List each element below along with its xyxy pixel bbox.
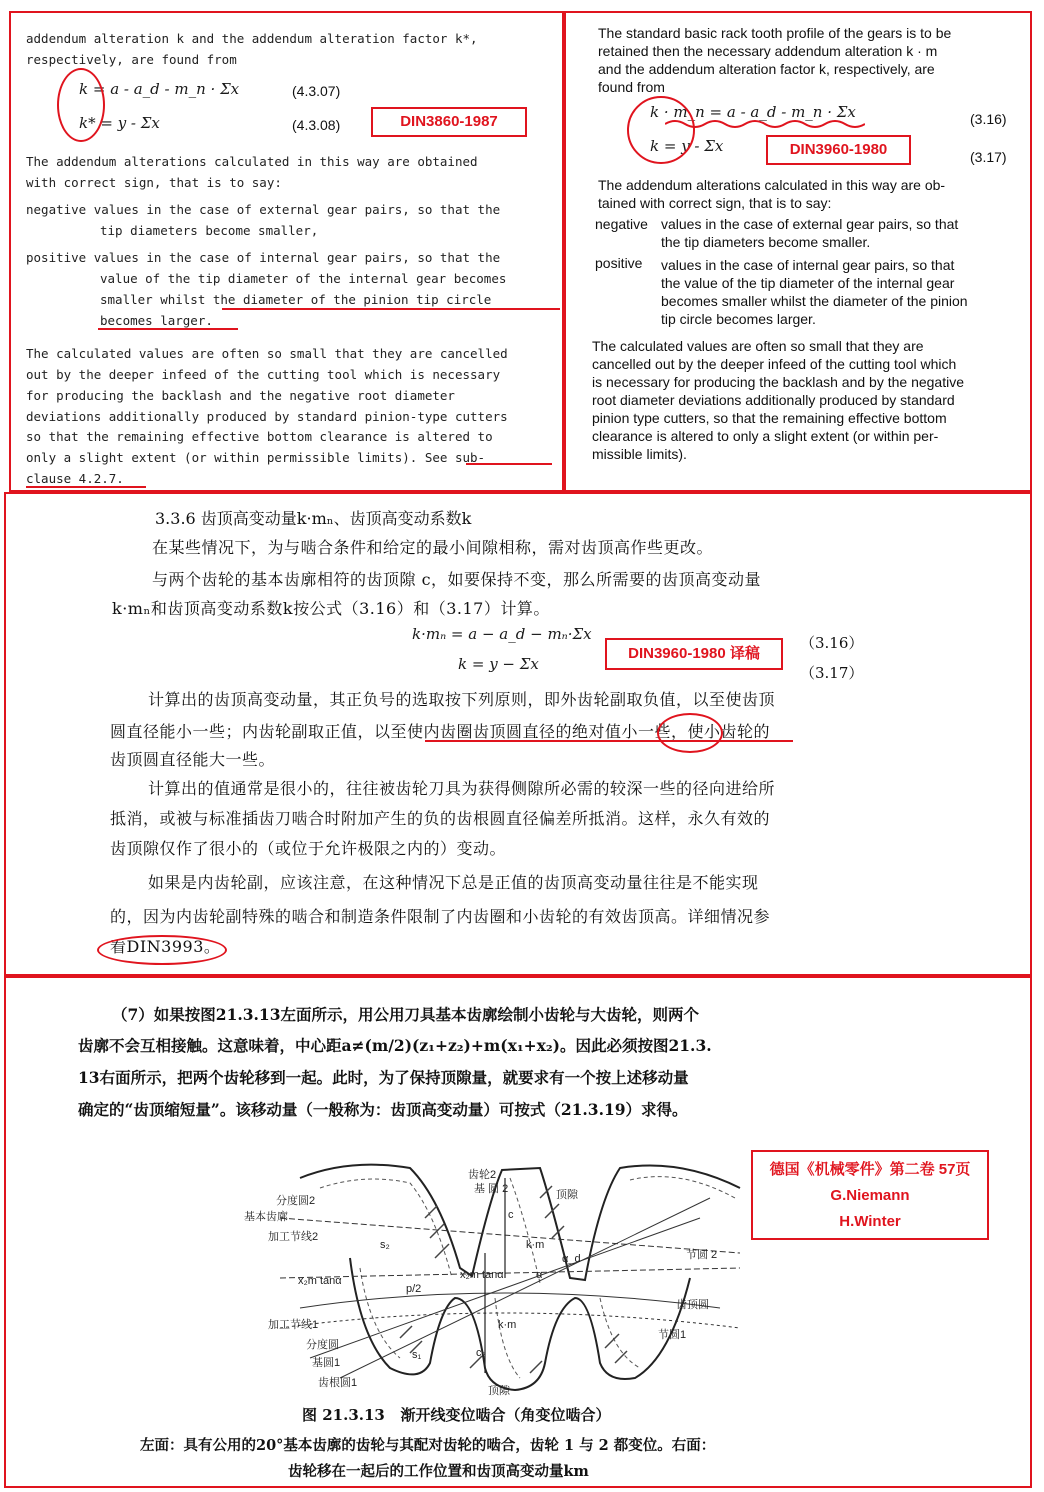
figure-caption: 左面：具有公用的20°基本齿廓的齿轮与其配对齿轮的啮合，齿轮 1 与 2 都变位。右面： <box>140 1437 716 1454</box>
source-tag: DIN3860-1987 <box>371 107 527 137</box>
text-line: deviations additionally produced by standard pinion-type cutters <box>26 409 508 424</box>
text-line: The addendum alterations calculated in this way are obtained <box>26 154 478 169</box>
text-line: 在某些情况下，为与啮合条件和给定的最小间隙相称，需对齿顶高作些更改。 <box>152 538 714 557</box>
text-line: missible limits). <box>592 446 687 462</box>
text-line: 计算出的齿顶高变动量，其正负号的选取按下列原则，即外齿轮副取负值，以至使齿顶 <box>148 690 776 709</box>
highlight-oval <box>657 713 723 753</box>
text-line: 计算出的值通常是很小的，往往被齿轮刀具为获得侧隙所必需的较深一些的径向进给所 <box>148 779 776 798</box>
equation-number: (3.17) <box>970 149 1007 165</box>
text-line: becomes larger. <box>100 313 213 328</box>
figure-label: c₂ <box>476 1347 486 1359</box>
text-line: k·mₙ和齿顶高变动系数k按公式（3.16）和（3.17）计算。 <box>112 599 550 618</box>
equation-number: （3.16） <box>800 634 864 652</box>
equation-number: (4.3.07) <box>292 83 341 99</box>
text-line: clearance is altered to only a slight extent (or within per- <box>592 428 939 444</box>
text-line: and the addendum alteration factor k, respectively, are <box>598 61 935 77</box>
text-line: cancelled out by the deeper infeed of the cutting tool which <box>592 356 957 372</box>
text-line: 如果是内齿轮副，应该注意，在这种情况下总是正值的齿顶高变动量往往是不能实现 <box>148 873 759 892</box>
figure-label: 齿根圆1 <box>318 1377 358 1389</box>
text-line: respectively, are found from <box>26 52 237 67</box>
text-line: root diameter deviations additionally produced by standard <box>592 392 955 408</box>
figure-label: 节圆1 <box>658 1329 687 1341</box>
figure-label: α_d <box>562 1253 581 1265</box>
text-line: retained then the necessary addendum alteration k · m <box>598 43 938 59</box>
figure-label: s₂ <box>380 1239 390 1251</box>
equation-number: （3.17） <box>800 664 864 682</box>
text-line: 看DIN3993。 <box>110 937 221 956</box>
equation-number: (3.16) <box>970 111 1007 127</box>
text-line: 圆直径能小一些；内齿轮副取正值，以至使内齿圈齿顶圆直径的绝对值小一些，使小齿轮的 <box>110 722 771 741</box>
underline-mark <box>222 308 560 310</box>
source-line: G.Niemann <box>830 1187 910 1204</box>
text-line: out by the deeper infeed of the cutting tool which is necessary <box>26 367 501 382</box>
equation-3-16: k · m_n = a - a_d - m_n · Σx <box>650 103 856 121</box>
highlight-oval <box>97 935 227 965</box>
figure-label: 齿轮2 <box>468 1169 497 1181</box>
text-line: addendum alteration k and the addendum alteration factor k*, <box>26 31 478 46</box>
text-line: only a slight extent (or within permissible limits). See sub- <box>26 450 486 465</box>
source-tag: DIN3960-1980 <box>766 135 911 165</box>
source-tag: DIN3960-1980 译稿 <box>605 638 783 670</box>
figure-caption: 齿轮移在一起后的工作位置和齿顶高变动量km <box>288 1463 589 1480</box>
figure-label: 顶隙 <box>556 1189 578 1201</box>
source-line: H.Winter <box>839 1213 901 1230</box>
text-line: The standard basic rack tooth profile of the gears is to be <box>598 25 952 41</box>
text-line: 与两个齿轮的基本齿廓相符的齿顶隙 c，如要保持不变，那么所需要的齿顶高变动量 <box>152 570 762 589</box>
underline-mark <box>425 740 793 742</box>
figure-label: p/2 <box>406 1283 422 1295</box>
text-line: value of the tip diameter of the internal gear becomes <box>100 271 507 286</box>
figure-label: 加工节线2 <box>268 1231 319 1243</box>
text-line: negative values in the case of external gear pairs, so that the <box>26 202 501 217</box>
equation-3-17: k = y − Σx <box>458 655 539 673</box>
text-line: values in the case of external gear pairs, so that <box>661 216 959 232</box>
equation-4-3-08: k* = y - Σx <box>79 114 160 132</box>
text-line: the value of the tip diameter of the internal gear <box>661 275 955 291</box>
figure-label: k·m <box>498 1319 517 1331</box>
figure-label: α <box>536 1269 543 1281</box>
figure-label: x₂m tanα <box>460 1269 504 1281</box>
text-line: tained with correct sign, that is to say: <box>598 195 832 211</box>
text-line: found from <box>598 79 665 95</box>
equation-3-16: k·mₙ = a − a_d − mₙ·Σx <box>412 625 592 643</box>
figure-label: k·m <box>526 1239 545 1251</box>
text-line: negative <box>595 216 648 232</box>
figure-label: c <box>508 1209 514 1221</box>
text-line: so that the remaining effective bottom clearance is altered to <box>26 429 493 444</box>
text-line: tip diameters become smaller, <box>100 223 319 238</box>
text-line: clause 4.2.7. <box>26 471 124 486</box>
figure-label: 基圆1 <box>312 1357 341 1369</box>
figure-label: 节圆 2 <box>686 1249 718 1261</box>
text-line: 的，因为内齿轮副特殊的啮合和制造条件限制了内齿圈和小齿轮的有效齿顶高。详细情况参 <box>110 907 771 926</box>
figure-label: s₁ <box>412 1349 422 1361</box>
text-line: becomes smaller whilst the diameter of the pinion <box>661 293 968 309</box>
text-line: smaller whilst the diameter of the pinion tip circle <box>100 292 492 307</box>
text-line: 齿顶圆直径能大一些。 <box>110 750 276 769</box>
gear-mesh-figure <box>240 1158 760 1398</box>
text-line: the tip diameters become smaller. <box>661 234 871 250</box>
figure-label: 基 圆 2 <box>474 1183 509 1195</box>
text-line: tip circle becomes larger. <box>661 311 816 327</box>
figure-label: 分度圆 <box>306 1339 339 1351</box>
figure-label: 加工节线1 <box>268 1319 319 1331</box>
text-line: （7）如果按图21.3.13左面所示，用公用刀具基本齿廓绘制小齿轮与大齿轮，则两个 <box>112 1005 700 1024</box>
text-line: values in the case of internal gear pairs, so that <box>661 257 955 273</box>
highlight-oval <box>627 96 695 164</box>
figure-caption-title: 图 21.3.13 渐开线变位啮合（角变位啮合） <box>302 1406 611 1424</box>
underline-mark <box>26 486 146 488</box>
section-heading: 3.3.6 齿顶高变动量k·mₙ、齿顶高变动系数k <box>155 509 472 528</box>
underline-mark <box>466 463 552 465</box>
text-line: The calculated values are often so small that they are <box>592 338 924 354</box>
figure-label: x₂m tanα <box>298 1275 342 1287</box>
equation-number: (4.3.08) <box>292 117 341 133</box>
text-line: with correct sign, that is to say: <box>26 175 282 190</box>
equation-3-17: k = y - Σx <box>650 137 724 155</box>
equation-4-3-07: k = a - a_d - m_n · Σx <box>79 80 240 98</box>
figure-label: 齿顶圆 <box>676 1299 709 1311</box>
text-line: The addendum alterations calculated in this way are ob- <box>598 177 946 193</box>
text-line: is necessary for producing the backlash and by the negative <box>592 374 965 390</box>
source-line: 德国《机械零件》第二卷 57页 <box>769 1161 971 1178</box>
wavy-underline <box>665 118 865 130</box>
underline-mark <box>98 328 238 330</box>
text-line: positive <box>595 255 643 271</box>
text-line: pinion type cutters, so that the remaining effective bottom <box>592 410 947 426</box>
figure-label: 顶隙 <box>488 1385 510 1397</box>
figure-label: 基本齿廓 <box>244 1211 288 1223</box>
text-line: 确定的“齿顶缩短量”。该移动量（一般称为：齿顶高变动量）可按式（21.3.19）求得。 <box>78 1100 688 1119</box>
text-line: for producing the backlash and the negative root diameter <box>26 388 455 403</box>
text-line: The calculated values are often so small that they are cancelled <box>26 346 508 361</box>
figure-label: 分度圆2 <box>276 1195 316 1207</box>
text-line: positive values in the case of internal gear pairs, so that the <box>26 250 501 265</box>
text-line: 齿廓不会互相接触。这意味着，中心距a≠(m/2)(z₁+z₂)+m(x₁+x₂)。因此必须按图21.3. <box>78 1036 712 1055</box>
text-line: 13右面所示，把两个齿轮移到一起。此时，为了保持顶隙量，就要求有一个按上述移动量 <box>78 1068 689 1087</box>
highlight-oval <box>57 68 105 142</box>
text-line: 齿顶隙仅作了很小的（或位于允许极限之内的）变动。 <box>110 839 507 858</box>
text-line: 抵消，或被与标准插齿刀啮合时附加产生的负的齿根圆直径偏差所抵消。这样，永久有效的 <box>110 809 771 828</box>
